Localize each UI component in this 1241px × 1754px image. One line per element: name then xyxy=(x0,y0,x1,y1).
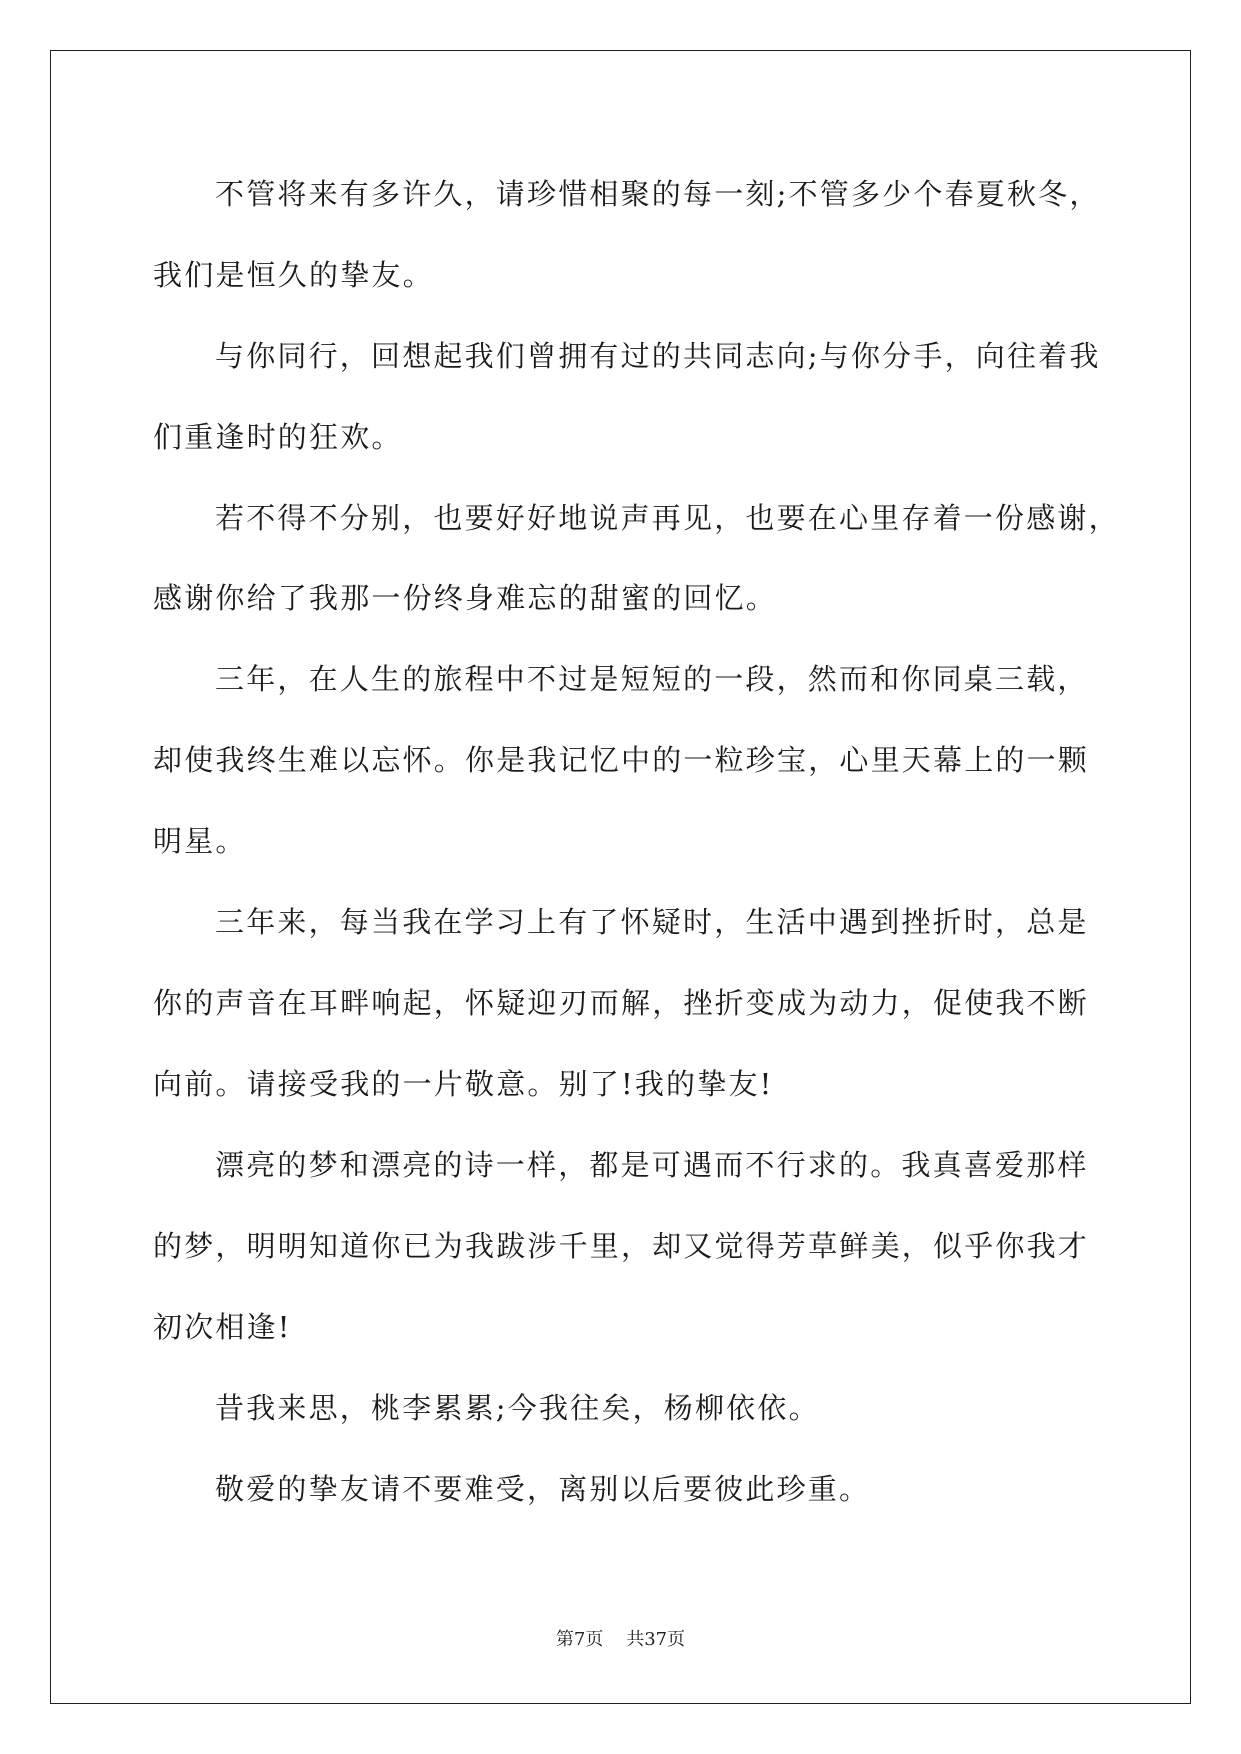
paragraph-6-line-3: 初次相逢! xyxy=(153,1310,292,1344)
paragraph-4-line-3: 明星。 xyxy=(153,824,247,858)
page-footer xyxy=(0,1628,1241,1652)
paragraph-1-line-1: 不管将来有多许久，请珍惜相聚的每一刻;不管多少个春夏秋冬， xyxy=(215,177,1101,211)
paragraph-3-line-1: 若不得不分别，也要好好地说声再见，也要在心里存着一份感谢， xyxy=(215,501,1120,535)
total-pages: 共37页 xyxy=(626,1629,686,1650)
paragraph-2-line-2: 们重逢时的狂欢。 xyxy=(153,420,403,454)
paragraph-5-line-3: 向前。请接受我的一片敬意。别了!我的挚友! xyxy=(153,1067,774,1101)
paragraph-6-line-1: 漂亮的梦和漂亮的诗一样，都是可遇而不行求的。我真喜爱那样 xyxy=(215,1148,1089,1182)
paragraph-5-line-1: 三年来，每当我在学习上有了怀疑时，生活中遇到挫折时，总是 xyxy=(215,905,1089,939)
paragraph-2-line-1: 与你同行，回想起我们曾拥有过的共同志向;与你分手，向往着我 xyxy=(215,339,1101,373)
page-number: 第7页 xyxy=(555,1629,604,1650)
paragraph-1-line-2: 我们是恒久的挚友。 xyxy=(153,258,434,292)
paragraph-6-line-2: 的梦，明明知道你已为我跋涉千里，却又觉得芳草鲜美，似乎你我才 xyxy=(153,1229,1090,1263)
paragraph-4-line-2: 却使我终生难以忘怀。你是我记忆中的一粒珍宝，心里天幕上的一颗 xyxy=(153,743,1090,777)
paragraph-5-line-2: 你的声音在耳畔响起，怀疑迎刃而解，挫折变成为动力，促使我不断 xyxy=(153,986,1090,1020)
paragraph-7-line-1: 昔我来思，桃李累累;今我往矣，杨柳依依。 xyxy=(215,1391,820,1425)
paragraph-3-line-2: 感谢你给了我那一份终身难忘的甜蜜的回忆。 xyxy=(153,581,778,615)
page-border xyxy=(50,50,1191,1704)
paragraph-8-line-1: 敬爱的挚友请不要难受，离别以后要彼此珍重。 xyxy=(215,1472,871,1506)
paragraph-4-line-1: 三年，在人生的旅程中不过是短短的一段，然而和你同桌三载， xyxy=(215,662,1089,696)
